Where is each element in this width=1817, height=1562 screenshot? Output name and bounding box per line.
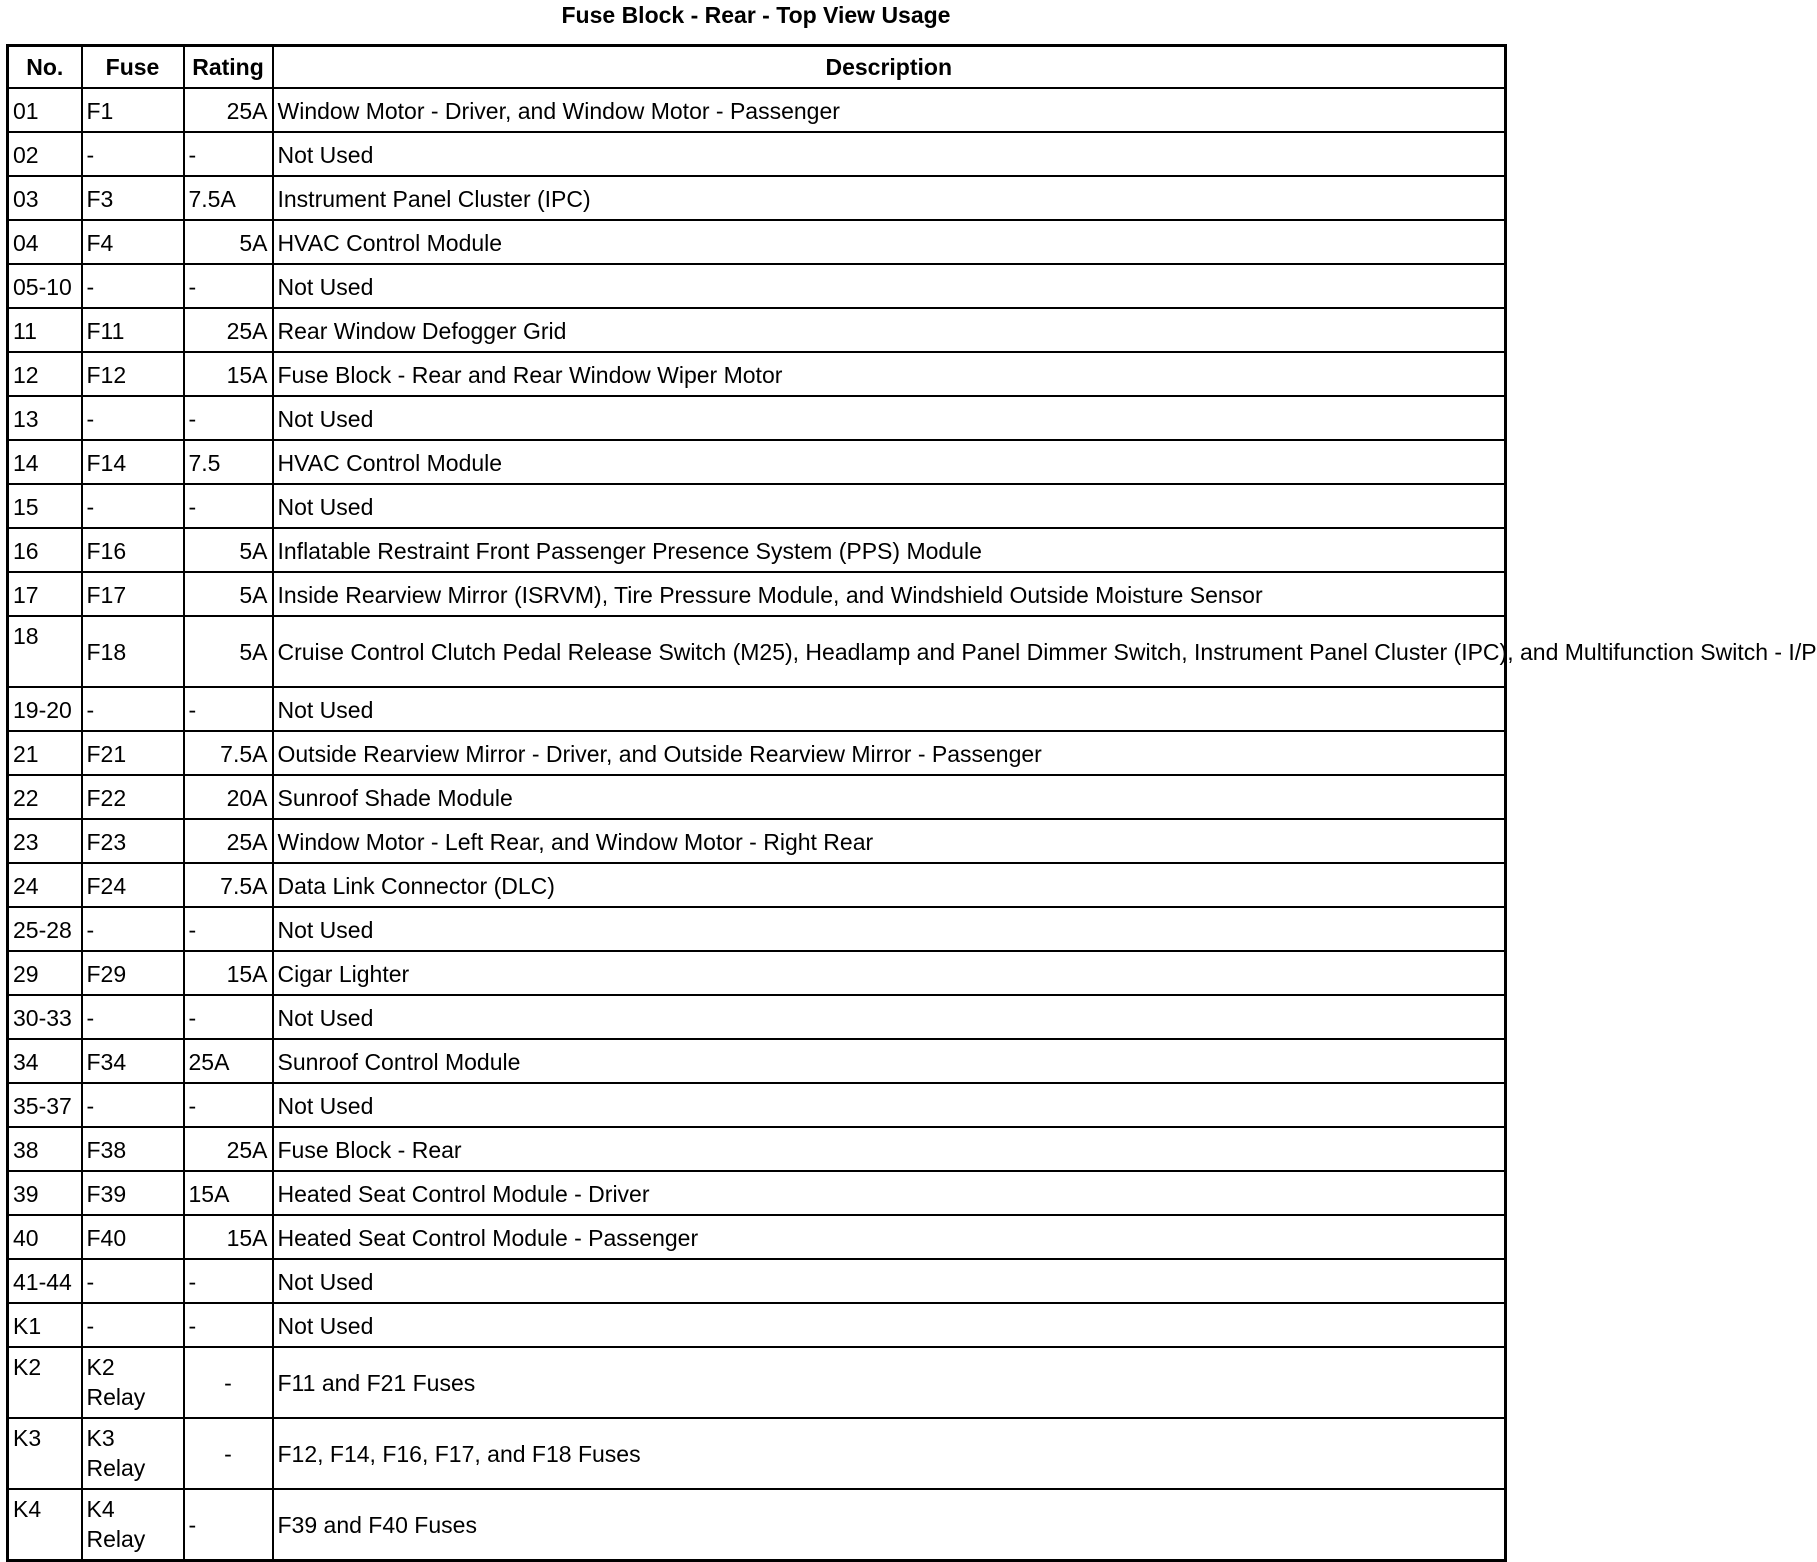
cell-rating: -: [184, 1489, 273, 1561]
table-row: [8, 484, 1506, 528]
cell-fuse: F29: [82, 951, 184, 995]
table-row: [8, 951, 1506, 995]
cell-no: 19-20: [8, 687, 82, 731]
cell-rating: -: [184, 1083, 273, 1127]
cell-fuse: F34: [82, 1039, 184, 1083]
cell-rating: 25A: [184, 308, 273, 352]
table-row: [8, 907, 1506, 951]
cell-rating: 5A: [184, 616, 273, 687]
cell-fuse: -: [82, 995, 184, 1039]
cell-description: Not Used: [273, 1259, 1506, 1303]
table-row: [8, 220, 1506, 264]
cell-no: 11: [8, 308, 82, 352]
cell-description: Sunroof Shade Module: [273, 775, 1506, 819]
cell-fuse: K4 Relay: [82, 1489, 184, 1561]
cell-fuse: K3 Relay: [82, 1418, 184, 1489]
cell-description: Instrument Panel Cluster (IPC): [273, 176, 1506, 220]
cell-no: 18: [8, 616, 82, 687]
cell-fuse: -: [82, 396, 184, 440]
cell-rating: -: [184, 1347, 273, 1418]
cell-fuse: F11: [82, 308, 184, 352]
cell-no: 01: [8, 88, 82, 132]
cell-description: Sunroof Control Module: [273, 1039, 1506, 1083]
cell-no: 16: [8, 528, 82, 572]
table-row: [8, 1171, 1506, 1215]
cell-description: Not Used: [273, 484, 1506, 528]
cell-description: Inflatable Restraint Front Passenger Presence System (PPS) Module: [273, 528, 1506, 572]
header-no: No.: [8, 46, 82, 89]
cell-no: K2: [8, 1347, 82, 1418]
table-row: [8, 731, 1506, 775]
cell-rating: 5A: [184, 220, 273, 264]
header-description: Description: [273, 46, 1506, 89]
cell-fuse: F16: [82, 528, 184, 572]
cell-description: Heated Seat Control Module - Driver: [273, 1171, 1506, 1215]
cell-rating: 7.5A: [184, 176, 273, 220]
cell-rating: -: [184, 1418, 273, 1489]
cell-no: 17: [8, 572, 82, 616]
cell-no: K4: [8, 1489, 82, 1561]
cell-no: 12: [8, 352, 82, 396]
cell-no: 21: [8, 731, 82, 775]
cell-fuse: K2 Relay: [82, 1347, 184, 1418]
table-row: [8, 863, 1506, 907]
cell-fuse: F3: [82, 176, 184, 220]
cell-fuse: F40: [82, 1215, 184, 1259]
cell-no: 24: [8, 863, 82, 907]
cell-no: 41-44: [8, 1259, 82, 1303]
table-row: [8, 819, 1506, 863]
cell-fuse: F1: [82, 88, 184, 132]
cell-no: 05-10: [8, 264, 82, 308]
cell-description: Not Used: [273, 995, 1506, 1039]
table-row: [8, 1039, 1506, 1083]
cell-no: 35-37: [8, 1083, 82, 1127]
cell-no: 15: [8, 484, 82, 528]
cell-fuse: F18: [82, 616, 184, 687]
cell-description: Inside Rearview Mirror (ISRVM), Tire Pressure Module, and Windshield Outside Moisture Sensor: [273, 572, 1506, 616]
table-row: [8, 396, 1506, 440]
table-header-row: [8, 46, 1506, 89]
cell-description: Not Used: [273, 907, 1506, 951]
cell-fuse: F22: [82, 775, 184, 819]
cell-no: K3: [8, 1418, 82, 1489]
cell-rating: -: [184, 1259, 273, 1303]
cell-rating: -: [184, 687, 273, 731]
cell-fuse: -: [82, 1303, 184, 1347]
table-row: [8, 1083, 1506, 1127]
table-row: [8, 132, 1506, 176]
cell-no: 29: [8, 951, 82, 995]
cell-fuse: F12: [82, 352, 184, 396]
cell-description: Fuse Block - Rear and Rear Window Wiper Motor: [273, 352, 1506, 396]
cell-description: Not Used: [273, 1083, 1506, 1127]
header-fuse: Fuse: [82, 46, 184, 89]
table-row: [8, 528, 1506, 572]
cell-fuse: -: [82, 1083, 184, 1127]
cell-fuse: F17: [82, 572, 184, 616]
cell-description: Cruise Control Clutch Pedal Release Switch (M25), Headlamp and Panel Dimmer Switch, Instrument Panel Cluster (IPC), and Multifunction Switch - I/P: [273, 616, 1506, 687]
cell-rating: -: [184, 132, 273, 176]
cell-rating: 7.5: [184, 440, 273, 484]
cell-fuse: F38: [82, 1127, 184, 1171]
table-row: [8, 1347, 1506, 1418]
cell-no: 34: [8, 1039, 82, 1083]
cell-rating: -: [184, 396, 273, 440]
cell-fuse: -: [82, 1259, 184, 1303]
cell-rating: 15A: [184, 1171, 273, 1215]
cell-fuse: F4: [82, 220, 184, 264]
cell-description: F12, F14, F16, F17, and F18 Fuses: [273, 1418, 1506, 1489]
cell-description: Window Motor - Left Rear, and Window Motor - Right Rear: [273, 819, 1506, 863]
cell-no: 13: [8, 396, 82, 440]
cell-rating: -: [184, 1303, 273, 1347]
cell-no: 40: [8, 1215, 82, 1259]
cell-no: 14: [8, 440, 82, 484]
fuse-usage-table: [6, 44, 1817, 1562]
cell-description: HVAC Control Module: [273, 220, 1506, 264]
table-row: [8, 264, 1506, 308]
cell-rating: 15A: [184, 352, 273, 396]
cell-no: 25-28: [8, 907, 82, 951]
cell-fuse: F39: [82, 1171, 184, 1215]
cell-description: Not Used: [273, 132, 1506, 176]
cell-fuse: -: [82, 484, 184, 528]
cell-rating: 15A: [184, 1215, 273, 1259]
cell-description: Window Motor - Driver, and Window Motor - Passenger: [273, 88, 1506, 132]
cell-description: HVAC Control Module: [273, 440, 1506, 484]
table-row: [8, 572, 1506, 616]
cell-fuse: F23: [82, 819, 184, 863]
table-row: [8, 440, 1506, 484]
cell-fuse: F14: [82, 440, 184, 484]
cell-rating: 5A: [184, 528, 273, 572]
cell-description: F11 and F21 Fuses: [273, 1347, 1506, 1418]
table-row: [8, 687, 1506, 731]
cell-description: Not Used: [273, 396, 1506, 440]
cell-rating: 25A: [184, 88, 273, 132]
cell-fuse: F24: [82, 863, 184, 907]
table-row: [8, 995, 1506, 1039]
cell-fuse: F21: [82, 731, 184, 775]
cell-rating: 15A: [184, 951, 273, 995]
cell-fuse: -: [82, 132, 184, 176]
cell-rating: 25A: [184, 1127, 273, 1171]
cell-description: Fuse Block - Rear: [273, 1127, 1506, 1171]
table-row: [8, 1215, 1506, 1259]
table-row: [8, 352, 1506, 396]
cell-description: Heated Seat Control Module - Passenger: [273, 1215, 1506, 1259]
table-row: [8, 1489, 1506, 1561]
cell-description: Not Used: [273, 1303, 1506, 1347]
cell-description: Not Used: [273, 687, 1506, 731]
cell-rating: -: [184, 264, 273, 308]
cell-rating: -: [184, 995, 273, 1039]
cell-description: F39 and F40 Fuses: [273, 1489, 1506, 1561]
cell-rating: 7.5A: [184, 863, 273, 907]
cell-no: 39: [8, 1171, 82, 1215]
table-row: [8, 176, 1506, 220]
cell-rating: -: [184, 484, 273, 528]
cell-no: 30-33: [8, 995, 82, 1039]
cell-description: Not Used: [273, 264, 1506, 308]
cell-rating: 25A: [184, 819, 273, 863]
cell-description: Outside Rearview Mirror - Driver, and Outside Rearview Mirror - Passenger: [273, 731, 1506, 775]
table-row: [8, 1418, 1506, 1489]
cell-no: 22: [8, 775, 82, 819]
cell-no: 03: [8, 176, 82, 220]
cell-rating: -: [184, 907, 273, 951]
cell-rating: 5A: [184, 572, 273, 616]
cell-description: Cigar Lighter: [273, 951, 1506, 995]
cell-fuse: -: [82, 264, 184, 308]
cell-fuse: -: [82, 907, 184, 951]
cell-rating: 7.5A: [184, 731, 273, 775]
cell-description: Rear Window Defogger Grid: [273, 308, 1506, 352]
cell-no: 38: [8, 1127, 82, 1171]
table-row: [8, 775, 1506, 819]
cell-description: Data Link Connector (DLC): [273, 863, 1506, 907]
cell-rating: 20A: [184, 775, 273, 819]
table-row: [8, 1127, 1506, 1171]
table-row: [8, 88, 1506, 132]
page-title: Fuse Block - Rear - Top View Usage: [561, 2, 951, 28]
cell-no: 23: [8, 819, 82, 863]
cell-no: K1: [8, 1303, 82, 1347]
header-rating: Rating: [184, 46, 273, 89]
table-row: [8, 616, 1506, 687]
cell-no: 04: [8, 220, 82, 264]
table-row: [8, 308, 1506, 352]
cell-fuse: -: [82, 687, 184, 731]
table-row: [8, 1303, 1506, 1347]
cell-rating: 25A: [184, 1039, 273, 1083]
cell-no: 02: [8, 132, 82, 176]
table-row: [8, 1259, 1506, 1303]
